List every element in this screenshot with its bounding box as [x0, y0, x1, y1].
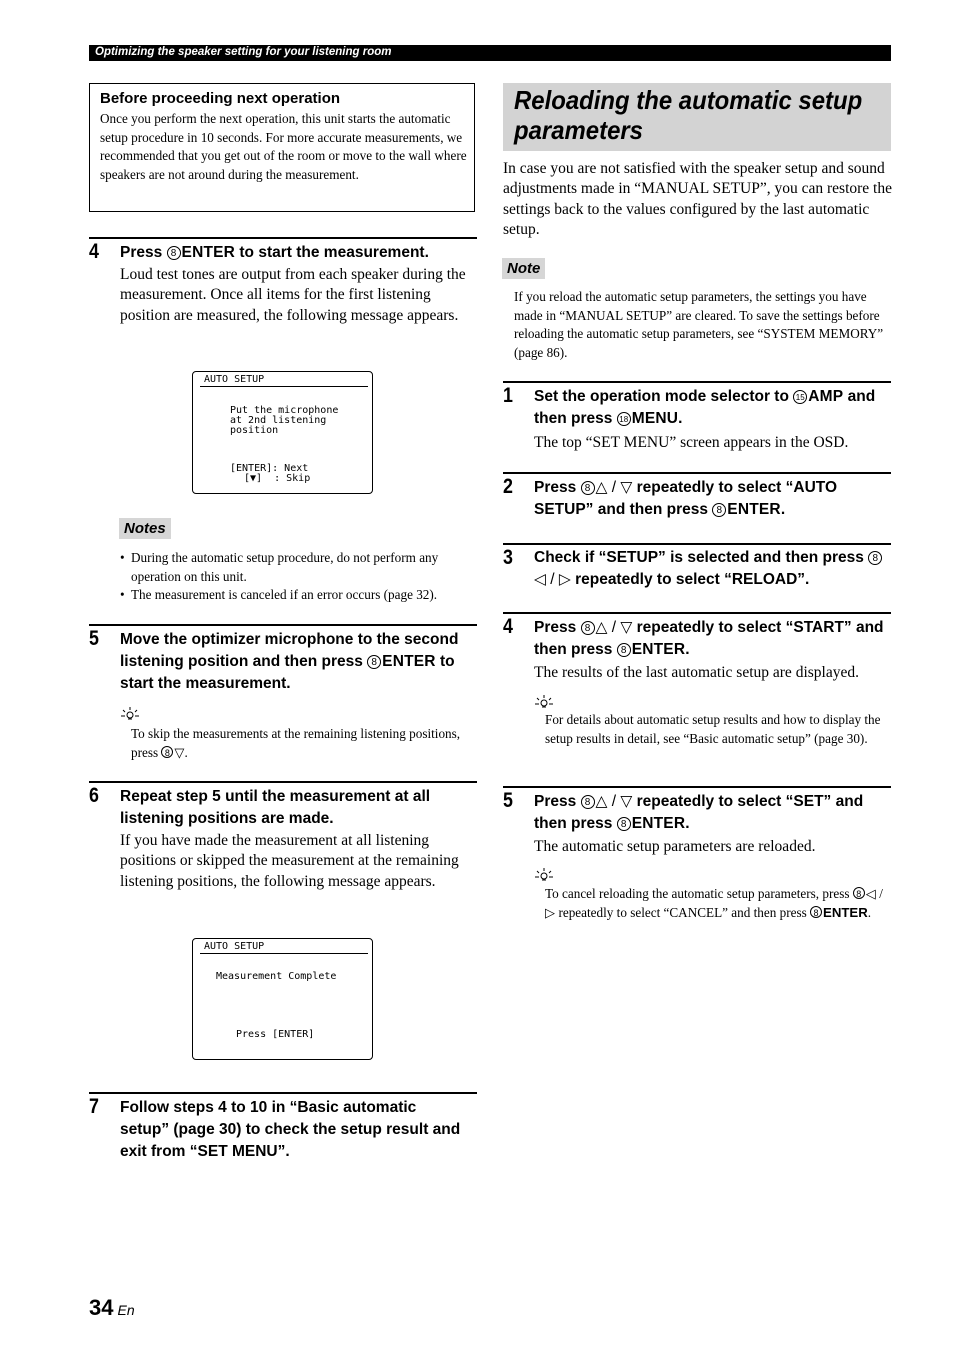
menu-key-label: MENU [631, 410, 679, 427]
step-7-title: Follow steps 4 to 10 in “Basic automatic setup” (page 30) to check the setup result and exit from “SET MENU”. [120, 1099, 461, 1160]
step-divider [89, 624, 477, 626]
step-text: repeatedly to select “SET” and then press [534, 793, 864, 832]
before-proceeding-text: Once you perform the next operation, this unit starts the automatic setup procedure in 10 seconds. For more accurate measurements, we recommended that you get out of the room or move to the wall where speakers are not around during the measurement. [100, 111, 467, 182]
note-item: • During the automatic setup procedure, do not perform any operation on this unit. [120, 550, 439, 584]
right-step-4-body: The results of the last automatic setup are displayed. [534, 664, 859, 681]
note-text: If you reload the automatic setup parameters, the settings you have made in “MANUAL SETUP” are cleared. To save the settings before reloading the automatic setup parameters, see “SYSTEM MEMORY” (page 86). [514, 289, 884, 360]
step-number: 7 [89, 1095, 99, 1118]
enter-key-label: ENTER [181, 244, 236, 261]
page-number [89, 1295, 135, 1321]
key-number-icon: 8 [161, 746, 173, 758]
step-text: . [678, 410, 683, 427]
step-text: to start the measurement. [235, 244, 429, 261]
step-6-body: If you have made the measurement at all listening positions or skipped the measurement at the remaining listening positions, the following message appears. [120, 832, 459, 890]
osd-line: Put the microphone [230, 405, 339, 416]
notes-list [120, 549, 480, 605]
step-divider [89, 781, 477, 783]
osd-title: AUTO SETUP [204, 374, 265, 385]
right-step-1-title [534, 386, 889, 430]
tip-icon [120, 706, 140, 722]
osd-screen-microphone [192, 371, 373, 494]
cursor-arrows-icon: △ / ▽ [595, 619, 633, 636]
tip-text: To skip the measurements at the remaining listening positions, press [131, 726, 461, 760]
step-number: 3 [503, 546, 513, 569]
tip-text: ▽. [174, 744, 188, 760]
step-number: 2 [503, 475, 513, 498]
step-divider [503, 381, 891, 383]
step-number: 6 [89, 784, 99, 807]
key-number-icon: 8 [853, 887, 865, 899]
key-number-icon: 8 [581, 795, 595, 809]
step-divider [503, 786, 891, 788]
step-text: repeatedly to select “START” and then press [534, 619, 884, 658]
step-6-title: Repeat step 5 until the measurement at all listening positions are made. [120, 788, 431, 827]
step-text: . [685, 641, 690, 658]
tip-text: repeatedly to select “CANCEL” and then press [555, 904, 811, 920]
tip-text: To cancel reloading the automatic setup parameters, press [545, 886, 853, 901]
step-text: Check if “SETUP” is selected and then press [534, 549, 869, 566]
step-number: 4 [89, 240, 99, 263]
tip-icon [534, 694, 554, 710]
step-text: . [685, 815, 690, 832]
key-number-icon: 8 [868, 551, 882, 565]
amp-key-label: AMP [808, 388, 844, 405]
step-text: Press [534, 479, 581, 496]
right-step-1-body: The top “SET MENU” screen appears in the OSD. [534, 434, 849, 451]
osd-line: position [230, 425, 279, 436]
osd-screen-complete [192, 938, 373, 1060]
tip-icon [534, 867, 554, 883]
osd-title-rule [200, 953, 368, 954]
key-number-icon: 8 [617, 643, 631, 657]
osd-line: Measurement Complete [216, 971, 337, 982]
section-title-block [503, 83, 891, 151]
step-text: to start the measurement. [120, 653, 455, 692]
right-step-5-title [534, 791, 892, 835]
step-number: 1 [503, 384, 513, 407]
step-text: Move the optimizer microphone to the second listening position and then press [120, 631, 459, 670]
step-text: and then press [534, 388, 876, 427]
page-number-value: 34 [89, 1295, 114, 1320]
cursor-arrows-icon: △ / ▽ [595, 793, 633, 810]
osd-line: [▼] : Skip [244, 473, 311, 484]
osd-line: Press [ENTER] [236, 1029, 315, 1040]
right-step-5-body: The automatic setup parameters are reloaded. [534, 838, 816, 855]
section-title: Reloading the automatic setup parameters [514, 85, 863, 145]
key-number-icon: 8 [810, 906, 822, 918]
key-number-icon: 8 [712, 503, 726, 517]
step-text: Press [120, 244, 167, 261]
key-number-icon: 8 [581, 481, 595, 495]
step-number: 5 [89, 627, 99, 650]
key-number-icon: 8 [167, 246, 181, 260]
step-number: 4 [503, 615, 513, 638]
osd-line: [ENTER]: Next [230, 463, 309, 474]
step-text: Press [534, 619, 581, 636]
step-4-body: Loud test tones are output from each speaker during the measurement. Once all items for the first listening position are measured, the following message appears. [120, 266, 466, 324]
right-step-5-tip [545, 885, 890, 922]
note-label: Note [502, 258, 545, 279]
step-text: repeatedly to select “AUTO SETUP” and then press [534, 479, 838, 518]
right-step-4-tip: For details about automatic setup results and how to display the setup results in detail, see “Basic automatic setup” (page 30). [545, 712, 881, 746]
cursor-arrows-icon: ◁ / ▷ [534, 571, 571, 588]
step-5-tip [131, 725, 476, 762]
notes-label: Notes [119, 518, 171, 539]
right-step-3-title [534, 547, 892, 591]
key-number-icon: 8 [617, 817, 631, 831]
right-step-4-title [534, 617, 889, 661]
before-proceeding-box [89, 83, 475, 212]
before-proceeding-title: Before proceeding next operation [100, 90, 341, 107]
enter-key-label: ENTER [382, 653, 436, 670]
note-item: • The measurement is canceled if an error occurs (page 32). [120, 587, 438, 602]
tip-text: . [867, 904, 872, 920]
step-divider [503, 543, 891, 545]
key-number-icon: 18 [617, 412, 631, 426]
note-text: The measurement is canceled if an error occurs (page 32). [131, 587, 438, 602]
enter-key-label: ENTER [823, 904, 868, 920]
step-divider [503, 472, 891, 474]
step-text: repeatedly to select “RELOAD”. [570, 571, 810, 588]
step-5-title [120, 629, 465, 695]
key-number-icon: 15 [793, 390, 807, 404]
step-number: 5 [503, 789, 513, 812]
cursor-arrows-icon: △ / ▽ [595, 479, 633, 496]
step-divider [89, 1092, 477, 1094]
key-number-icon: 8 [581, 621, 595, 635]
intro-paragraph: In case you are not satisfied with the speaker setup and sound adjustments made in “MANUAL SETUP”, you can restore the settings back to the values configured by the last automatic setup. [503, 160, 892, 239]
right-step-2-title [534, 477, 889, 521]
step-text: . [780, 501, 786, 518]
cursor-arrows-icon: ◁ / ▷ [545, 886, 883, 920]
osd-title: AUTO SETUP [204, 941, 265, 952]
section-header-text: Optimizing the speaker setting for your listening room [95, 46, 392, 58]
step-4-title [120, 242, 480, 264]
page-language: En [117, 1302, 135, 1318]
key-number-icon: 8 [367, 655, 381, 669]
enter-key-label: ENTER [727, 501, 781, 518]
step-text: Set the operation mode selector to [534, 388, 794, 405]
note-text: During the automatic setup procedure, do not perform any operation on this unit. [131, 550, 439, 584]
step-text: Press [534, 793, 581, 810]
enter-key-label: ENTER [631, 641, 686, 658]
step-divider [503, 612, 891, 614]
section-header-bar [89, 45, 891, 61]
step-divider [89, 237, 477, 239]
enter-key-label: ENTER [631, 815, 686, 832]
osd-title-rule [200, 386, 368, 387]
osd-line: at 2nd listening [230, 415, 327, 426]
